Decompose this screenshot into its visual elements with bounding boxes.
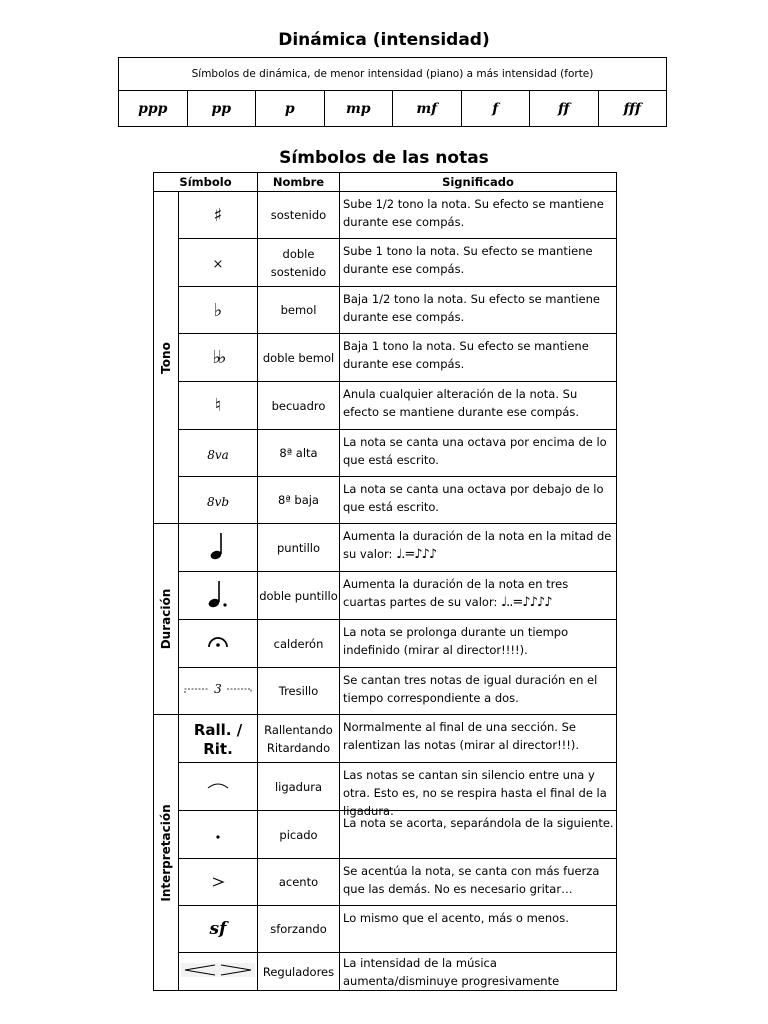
dotted-quarter-note-glyph <box>206 579 230 609</box>
row-meaning-text: La nota se canta una octava por encima de lo que está escrito. <box>343 435 607 467</box>
row-name: doble sostenido <box>258 239 340 287</box>
row-meaning-text: Aumenta la duración de la nota en tres cuartas partes de su valor: <box>343 577 569 609</box>
row-name: sostenido <box>258 192 340 239</box>
fermata-icon <box>179 620 258 668</box>
sforzando-icon <box>179 906 258 953</box>
quarter-note-icon <box>179 524 258 572</box>
row-meaning-text: Sube 1/2 tono la nota. Su efecto se mantiene durante ese compás. <box>343 197 604 229</box>
sforzando-symbol: sf <box>209 919 227 939</box>
dynamic-ff: ff <box>530 91 599 127</box>
row-name: doble bemol <box>258 334 340 382</box>
staccato-dot-glyph <box>213 830 223 840</box>
category-interpretacion <box>154 715 179 991</box>
note-equivalence: ♩.=♪♪♪ <box>396 547 437 562</box>
row-meaning <box>340 477 617 524</box>
flat-symbol: ♭ <box>213 299 223 321</box>
dynamics-title: Dinámica (intensidad) <box>278 30 490 50</box>
triplet-bracket <box>183 681 253 697</box>
row-meaning-text: Se acentúa la nota, se canta con más fuerza que las demás. No es necesario gritar… <box>343 864 600 896</box>
category-duracion <box>154 524 179 715</box>
row-name: Tresillo <box>258 668 340 715</box>
slur-icon <box>179 763 258 811</box>
row-name: calderón <box>258 620 340 668</box>
notes-title: Símbolos de las notas <box>279 148 489 168</box>
hairpins-glyph <box>181 963 255 977</box>
dynamic-p: p <box>256 91 325 127</box>
row-meaning-text: La intensidad de la música aumenta/disminuye progresivamente <box>343 956 560 988</box>
natural-symbol: ♮ <box>214 395 222 416</box>
dynamic-pp: pp <box>187 91 256 127</box>
staccato-dot-icon <box>179 811 258 859</box>
dotted-quarter-note-icon <box>179 572 258 620</box>
row-meaning-text: Aumenta la duración de la nota en la mitad de su valor: <box>343 529 612 561</box>
triplet-number: 3 <box>214 682 222 696</box>
row-name: Reguladores <box>258 953 340 991</box>
category-interpretacion-label: Interpretación <box>159 803 173 902</box>
row-meaning-text: Baja 1 tono la nota. Su efecto se mantiene durante ese compás. <box>343 339 589 371</box>
natural-icon <box>179 382 258 430</box>
accent-glyph <box>211 876 225 888</box>
quarter-note-glyph <box>208 531 228 561</box>
row-meaning <box>340 524 617 572</box>
row-meaning <box>340 715 617 763</box>
octave-up-icon <box>179 430 258 477</box>
rall-rit-icon <box>179 715 258 763</box>
category-tono-label: Tono <box>159 341 173 374</box>
octave-up-symbol: 8va <box>207 447 229 462</box>
row-name: ligadura <box>258 763 340 811</box>
row-meaning <box>340 287 617 334</box>
fermata-glyph <box>207 632 229 652</box>
row-meaning <box>340 859 617 906</box>
row-meaning-text: Normalmente al final de una sección. Se ralentizan las notas (mirar al director!!!). <box>343 720 580 752</box>
row-name: Rallentando Ritardando <box>258 715 340 763</box>
row-meaning <box>340 953 617 991</box>
header-meaning: Significado <box>340 173 617 192</box>
row-meaning-text: Se cantan tres notas de igual duración en el tiempo correspondiente a dos. <box>343 673 598 705</box>
octave-down-icon <box>179 477 258 524</box>
rall-rit-symbol: Rall. / Rit. <box>193 720 243 758</box>
row-meaning-text: Anula cualquier alteración de la nota. Su efecto se mantiene durante ese compás. <box>343 387 580 419</box>
double-sharp-symbol: × <box>212 257 224 272</box>
triplet-icon <box>179 668 258 715</box>
double-flat-icon <box>179 334 258 382</box>
sharp-icon <box>179 192 258 239</box>
row-meaning-text-wrap <box>343 575 614 612</box>
notes-table <box>153 172 617 991</box>
row-meaning-text: La nota se prolonga durante un tiempo indefinido (mirar al director!!!!). <box>343 625 569 657</box>
note-equivalence: ♩..=♪♪♪♪ <box>501 595 552 610</box>
category-duracion-label: Duración <box>159 588 173 650</box>
row-meaning <box>340 763 617 818</box>
dynamic-fff: fff <box>598 91 667 127</box>
row-name: bemol <box>258 287 340 334</box>
octave-down-symbol: 8vb <box>206 494 230 509</box>
row-meaning-text: La nota se acorta, separándola de la siguiente. <box>343 816 614 830</box>
row-meaning <box>340 572 617 620</box>
row-meaning <box>340 239 617 287</box>
dynamic-mf: mf <box>393 91 462 127</box>
row-name: puntillo <box>258 524 340 572</box>
double-sharp-icon <box>179 239 258 287</box>
row-name: sforzando <box>258 906 340 953</box>
dynamics-table <box>118 57 667 127</box>
row-meaning <box>340 906 617 953</box>
row-meaning-text: La nota se canta una octava por debajo de lo que está escrito. <box>343 482 604 514</box>
flat-icon <box>179 287 258 334</box>
dynamics-caption: Símbolos de dinámica, de menor intensidad (piano) a más intensidad (forte) <box>119 58 667 91</box>
row-meaning-text: Baja 1/2 tono la nota. Su efecto se mantiene durante ese compás. <box>343 292 600 324</box>
row-name: becuadro <box>258 382 340 430</box>
row-meaning-text: Sube 1 tono la nota. Su efecto se mantiene durante ese compás. <box>343 244 593 276</box>
sharp-symbol: ♯ <box>213 204 223 226</box>
row-name: picado <box>258 811 340 859</box>
row-meaning <box>340 382 617 430</box>
dynamic-mp: mp <box>324 91 393 127</box>
row-meaning <box>340 620 617 668</box>
row-meaning-text: Lo mismo que el acento, más o menos. <box>343 911 569 925</box>
double-flat-symbol: ♭♭ <box>212 347 224 368</box>
dynamic-f: f <box>461 91 530 127</box>
row-meaning <box>340 668 617 715</box>
dynamic-ppp: ppp <box>119 91 188 127</box>
row-name: acento <box>258 859 340 906</box>
row-meaning-text-wrap <box>343 527 614 564</box>
header-name: Nombre <box>258 173 340 192</box>
category-tono <box>154 192 179 524</box>
row-meaning <box>340 811 617 859</box>
row-meaning-text: Las notas se cantan sin silencio entre una y otra. Esto es, no se respira hasta el final de la ligadura. <box>343 768 607 818</box>
row-meaning <box>340 192 617 239</box>
row-meaning <box>340 430 617 477</box>
header-symbol: Símbolo <box>154 173 258 192</box>
hairpins-icon <box>179 953 258 991</box>
row-meaning <box>340 334 617 382</box>
row-name: 8ª alta <box>258 430 340 477</box>
accent-icon <box>179 859 258 906</box>
slur-glyph <box>206 778 230 792</box>
row-name: doble puntillo <box>258 572 340 620</box>
row-name: 8ª baja <box>258 477 340 524</box>
